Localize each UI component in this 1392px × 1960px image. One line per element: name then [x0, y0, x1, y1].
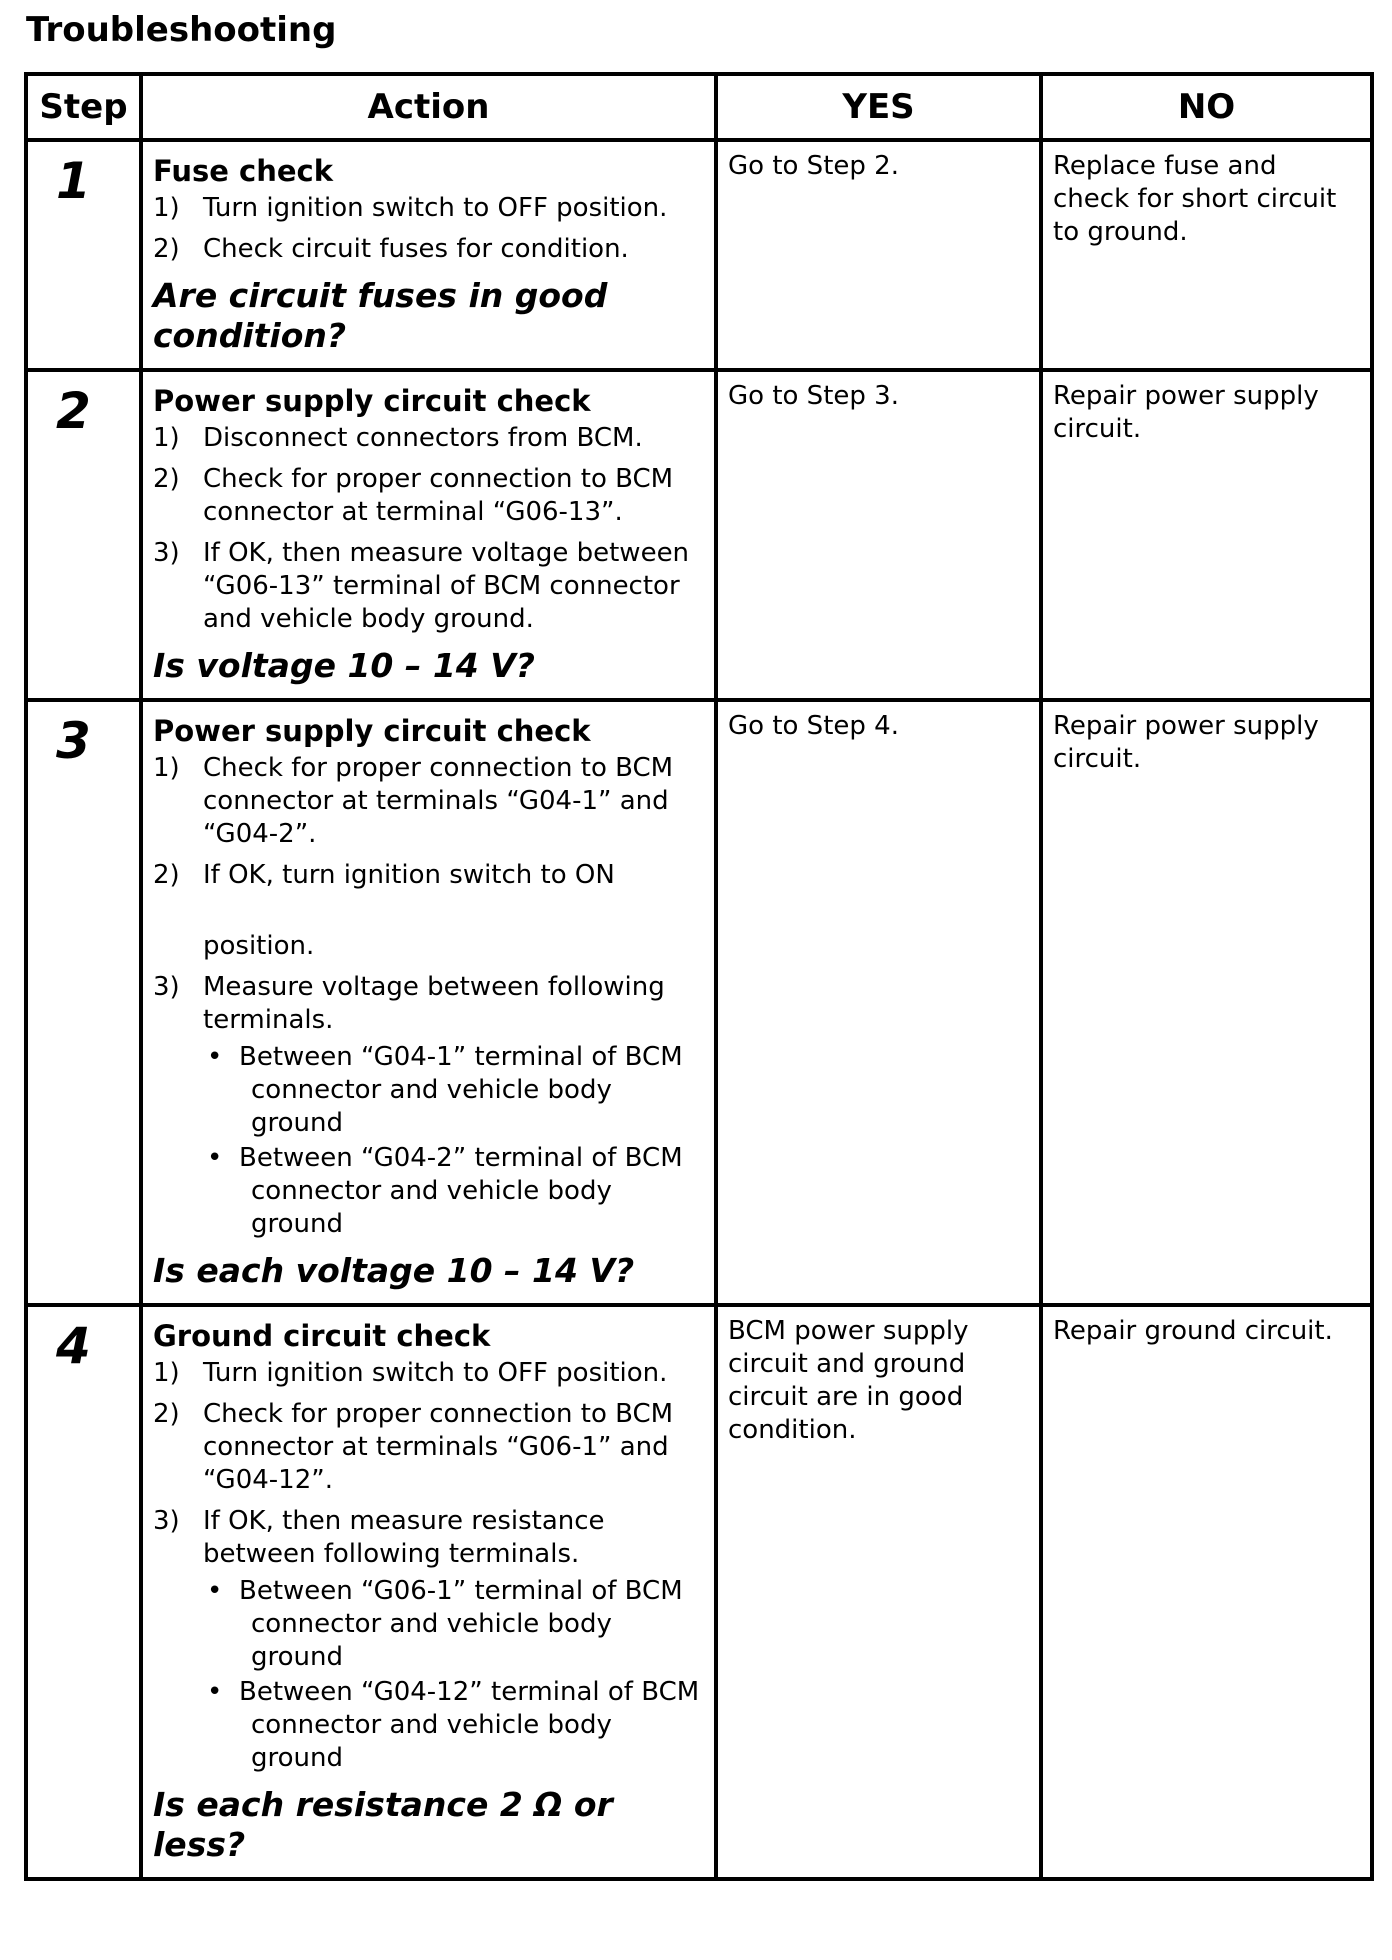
- no-text: Replace fuse and check for short circuit to ground.: [1053, 151, 1337, 247]
- item-text: Measure voltage between following terminals.: [203, 972, 665, 1035]
- no-cell: [1041, 1305, 1372, 1879]
- item-number: 2): [153, 234, 180, 264]
- item-number: 3): [153, 972, 180, 1002]
- table-row: [26, 1305, 1372, 1879]
- item-number: 1): [153, 753, 180, 783]
- check-question: Is each voltage 10 – 14 V?: [153, 1251, 635, 1290]
- item-text: Turn ignition switch to OFF position.: [203, 1358, 668, 1388]
- table-row: [26, 370, 1372, 700]
- item-text: If OK, then measure resistance between following terminals.: [203, 1506, 605, 1569]
- item-number: 3): [153, 1506, 180, 1536]
- item-text: Disconnect connectors from BCM.: [203, 423, 643, 453]
- bullet-text: Between “G04-2” terminal of BCM connector and vehicle body ground: [239, 1143, 683, 1239]
- yes-text: BCM power supply circuit and ground circuit are in good condition.: [728, 1316, 969, 1445]
- procedure-item: [153, 537, 704, 636]
- yes-cell: [716, 1305, 1041, 1879]
- step-number: 4: [56, 1317, 91, 1375]
- step-cell: [26, 700, 141, 1305]
- step-cell: [26, 370, 141, 700]
- item-text: Check circuit fuses for condition.: [203, 234, 629, 264]
- procedure-item: [153, 233, 704, 266]
- action-title: Power supply circuit check: [153, 714, 591, 748]
- yes-cell: [716, 370, 1041, 700]
- check-question: Is voltage 10 – 14 V?: [153, 646, 535, 685]
- bullet-text: Between “G04-1” terminal of BCM connector and vehicle body ground: [239, 1042, 683, 1138]
- step-number: 2: [56, 382, 91, 440]
- yes-cell: [716, 700, 1041, 1305]
- yes-text: Go to Step 3.: [728, 381, 899, 411]
- item-number: 1): [153, 193, 180, 223]
- item-text: If OK, then measure voltage between “G06-13” terminal of BCM connector and vehicle body ground.: [203, 538, 690, 634]
- item-text: Check for proper connection to BCM connector at terminal “G06-13”.: [203, 464, 674, 527]
- action-title: Ground circuit check: [153, 1319, 491, 1353]
- item-text: Check for proper connection to BCM connector at terminals “G06-1” and “G04-12”.: [203, 1399, 674, 1495]
- item-number: 1): [153, 1358, 180, 1388]
- procedure-item: [153, 752, 704, 851]
- bullet-icon: •: [207, 1143, 223, 1173]
- procedure-item: [153, 1357, 704, 1390]
- no-cell: [1041, 140, 1372, 370]
- header-step: Step: [26, 74, 141, 140]
- item-text: Turn ignition switch to OFF position.: [203, 193, 668, 223]
- procedure-item: [153, 463, 704, 529]
- bullet-icon: •: [207, 1042, 223, 1072]
- action-cell: [141, 700, 716, 1305]
- action-cell: [141, 370, 716, 700]
- no-cell: [1041, 370, 1372, 700]
- header-action: Action: [141, 74, 716, 140]
- troubleshooting-table: [24, 72, 1374, 1881]
- procedure-item: [153, 1398, 704, 1497]
- check-question: Is each resistance 2 Ω or less?: [153, 1785, 613, 1864]
- item-number: 2): [153, 860, 180, 890]
- procedure-item: [153, 859, 704, 963]
- no-text: Repair power supply circuit.: [1053, 381, 1319, 444]
- check-question: Are circuit fuses in good condition?: [153, 276, 608, 355]
- bullet-item: [203, 1676, 704, 1775]
- item-number: 3): [153, 538, 180, 568]
- step-number: 3: [56, 712, 91, 770]
- item-text: If OK, turn ignition switch to ON: [203, 860, 615, 890]
- item-text-continued: position.: [203, 931, 315, 961]
- step-cell: [26, 1305, 141, 1879]
- action-title: Fuse check: [153, 154, 334, 188]
- bullet-item: [203, 1041, 704, 1140]
- bullet-text: Between “G06-1” terminal of BCM connector and vehicle body ground: [239, 1576, 683, 1672]
- no-cell: [1041, 700, 1372, 1305]
- bullet-item: [203, 1575, 704, 1674]
- page-title: Troubleshooting: [26, 10, 337, 50]
- procedure-item: [153, 192, 704, 225]
- procedure-item: [153, 422, 704, 455]
- bullet-icon: •: [207, 1677, 223, 1707]
- header-no: NO: [1041, 74, 1372, 140]
- action-cell: [141, 140, 716, 370]
- item-number: 1): [153, 423, 180, 453]
- table-row: [26, 700, 1372, 1305]
- step-number: 1: [56, 152, 91, 210]
- bullet-text: Between “G04-12” terminal of BCM connector and vehicle body ground: [239, 1677, 700, 1773]
- procedure-item: [153, 1505, 704, 1571]
- no-text: Repair power supply circuit.: [1053, 711, 1319, 774]
- item-number: 2): [153, 464, 180, 494]
- item-number: 2): [153, 1399, 180, 1429]
- yes-cell: [716, 140, 1041, 370]
- yes-text: Go to Step 4.: [728, 711, 899, 741]
- bullet-icon: •: [207, 1576, 223, 1606]
- table-row: [26, 140, 1372, 370]
- header-row: [26, 74, 1372, 140]
- procedure-item: [153, 971, 704, 1037]
- yes-text: Go to Step 2.: [728, 151, 899, 181]
- bullet-item: [203, 1142, 704, 1241]
- step-cell: [26, 140, 141, 370]
- header-yes: YES: [716, 74, 1041, 140]
- action-title: Power supply circuit check: [153, 384, 591, 418]
- item-text: Check for proper connection to BCM connector at terminals “G04-1” and “G04-2”.: [203, 753, 674, 849]
- no-text: Repair ground circuit.: [1053, 1316, 1333, 1346]
- action-cell: [141, 1305, 716, 1879]
